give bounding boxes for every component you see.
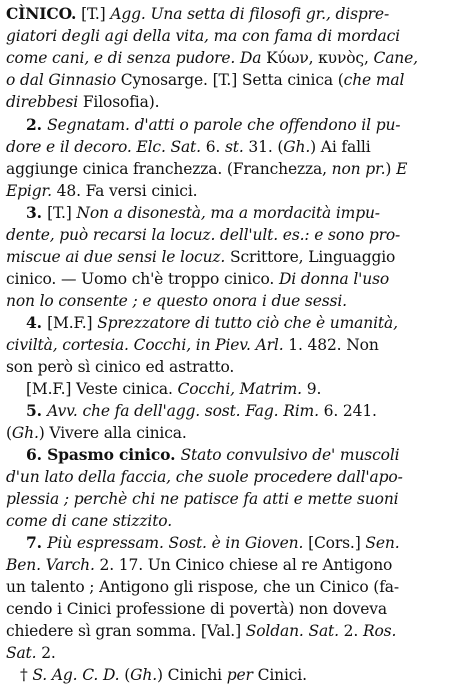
text-segment: chiedere sì gran somma. [Val.] [6, 622, 246, 640]
text-line [6, 136, 371, 158]
text-segment: Scrittore, Linguaggio [229, 248, 396, 266]
text-segment: Epigr. [6, 182, 57, 200]
text-line [6, 91, 159, 113]
text-segment: aggiunge cinica franchezza. (Franchezza, [6, 160, 332, 178]
text-segment: Filosofia). [82, 93, 160, 111]
text-segment: giatori degli agi della vita, ma con fama di mordaci [6, 27, 400, 45]
text-segment: 4. [26, 313, 48, 332]
text-segment: 2. [41, 644, 56, 662]
text-line [6, 422, 187, 444]
text-segment: plessia ; perchè chi ne patisce fa atti e mette suoni [6, 490, 399, 508]
text-line [6, 180, 197, 202]
text-segment: Sprezzatore di tutto ciò che è umanità, [97, 314, 398, 332]
text-line [6, 554, 392, 576]
text-segment: per [226, 666, 258, 684]
text-segment: cinico. — Uomo ch'è troppo cinico. [6, 270, 279, 288]
text-segment: 48. Fa versi cinici. [56, 182, 198, 200]
text-segment: son però sì cinico ed astratto. [6, 358, 235, 376]
text-segment: ( [6, 424, 12, 442]
text-segment: ) [385, 160, 397, 178]
text-segment: 31. ( [248, 138, 284, 156]
text-segment: non pr. [331, 160, 386, 178]
text-segment: S. Ag. C. D. [32, 666, 125, 684]
text-segment: st. [224, 138, 249, 156]
text-segment: † [20, 666, 33, 684]
text-line [26, 312, 398, 334]
text-segment: ( [124, 666, 131, 684]
text-line [6, 488, 399, 510]
text-segment: 2. 17. Un Cinico chiese al re Antigono [99, 556, 393, 574]
text-line [26, 378, 321, 400]
text-segment: Non a disonestà, ma a mordacità impu- [76, 204, 380, 222]
text-segment: cendo i Cinici professione di povertà) non doveva [6, 600, 387, 618]
text-segment: d'un lato della faccia, che suole procedere dall'apo- [6, 468, 403, 486]
text-segment: 6. [205, 138, 225, 156]
text-line [6, 224, 400, 246]
text-line [26, 202, 380, 224]
text-segment: Gh. [11, 424, 39, 442]
text-segment: dente, può recarsi la locuz. dell'ult. es.: e sono pro- [6, 226, 401, 244]
text-segment: ) Ai falli [310, 138, 371, 156]
text-line [6, 47, 418, 69]
text-segment: 9. [306, 380, 322, 398]
text-segment: 1. 482. Non [288, 336, 379, 354]
text-segment: Stato convulsivo de' muscoli [180, 446, 400, 464]
text-line [6, 246, 395, 268]
text-line [26, 532, 399, 554]
text-segment: Gh. [130, 666, 157, 684]
text-segment: Cane, [373, 49, 418, 67]
text-line [6, 466, 403, 488]
text-segment: che mal [343, 71, 405, 89]
text-segment: 7. [26, 533, 48, 552]
text-segment: 2. [26, 115, 48, 134]
text-line [6, 642, 56, 664]
text-segment: non lo consente ; e questo onora i due sessi. [6, 292, 347, 310]
text-segment: 2. [343, 622, 363, 640]
text-line [6, 158, 407, 180]
text-segment: un talento ; Antigono gli rispose, che un Cinico (fa- [6, 578, 399, 596]
text-segment: Segnatam. d'atti o parole che offendono il pu- [47, 116, 401, 134]
text-segment: dore e il decoro. Elc. Sat. [6, 138, 206, 156]
text-line [26, 444, 399, 466]
text-segment: direbbesi [6, 93, 83, 111]
text-segment: Soldan. Sat. [245, 622, 344, 640]
text-segment: Gh. [283, 138, 311, 156]
text-line [20, 664, 307, 686]
text-segment: miscue ai due sensi le locuz. [6, 248, 230, 266]
text-segment: 6. 241. [323, 402, 377, 420]
dictionary-entry [6, 3, 468, 684]
text-segment: Cinici. [257, 666, 307, 684]
text-segment: come cani, e di senza pudore. Da [6, 49, 267, 67]
text-line [6, 290, 347, 312]
text-segment: Agg. Una setta di filosofi gr., dispre- [110, 5, 390, 23]
text-line [6, 3, 389, 25]
text-segment: Di donna l'uso [278, 270, 390, 288]
text-segment: Cocchi, Matrim. [177, 380, 307, 398]
text-segment: [Cors.] [308, 534, 366, 552]
text-line [6, 598, 387, 620]
text-segment: Più espressam. Sost. è in Gioven. [47, 534, 309, 552]
text-line [6, 334, 379, 356]
text-segment: 6. Spasmo cinico. [26, 445, 181, 464]
text-segment: Ros. [362, 622, 397, 640]
text-line [6, 25, 400, 47]
text-segment: Cynosarge. [T.] Setta cinica ( [120, 71, 344, 89]
text-segment: [T.] [47, 204, 77, 222]
text-segment: E [396, 160, 408, 178]
text-segment: Κύων, κυνὸς, [266, 49, 374, 67]
text-segment: Ben. Varch. [6, 556, 100, 574]
text-segment: civiltà, cortesia. Cocchi, in Piev. Arl. [6, 336, 289, 354]
text-line [6, 69, 404, 91]
text-segment: Sen. [365, 534, 400, 552]
text-line [26, 400, 377, 422]
text-line [26, 114, 400, 136]
text-segment: [M.F.] [47, 314, 98, 332]
text-segment: 3. [26, 203, 48, 222]
text-segment: [M.F.] Veste cinica. [26, 380, 178, 398]
text-line [6, 620, 396, 642]
text-line [6, 510, 172, 532]
text-segment: 5. [26, 401, 48, 420]
text-segment: ) Cinichi [156, 666, 227, 684]
text-segment: CÌNICO. [6, 4, 77, 23]
text-segment: Sat. [6, 644, 42, 662]
text-segment: come di cane stizzito. [6, 512, 172, 530]
text-line [6, 268, 389, 290]
text-segment: o dal Ginnasio [6, 71, 121, 89]
text-segment: [T.] [76, 5, 111, 23]
text-line [6, 356, 234, 378]
text-line [6, 576, 399, 598]
text-segment: ) Vivere alla cinica. [38, 424, 187, 442]
text-segment: Avv. che fa dell'agg. sost. Fag. Rim. [47, 402, 324, 420]
